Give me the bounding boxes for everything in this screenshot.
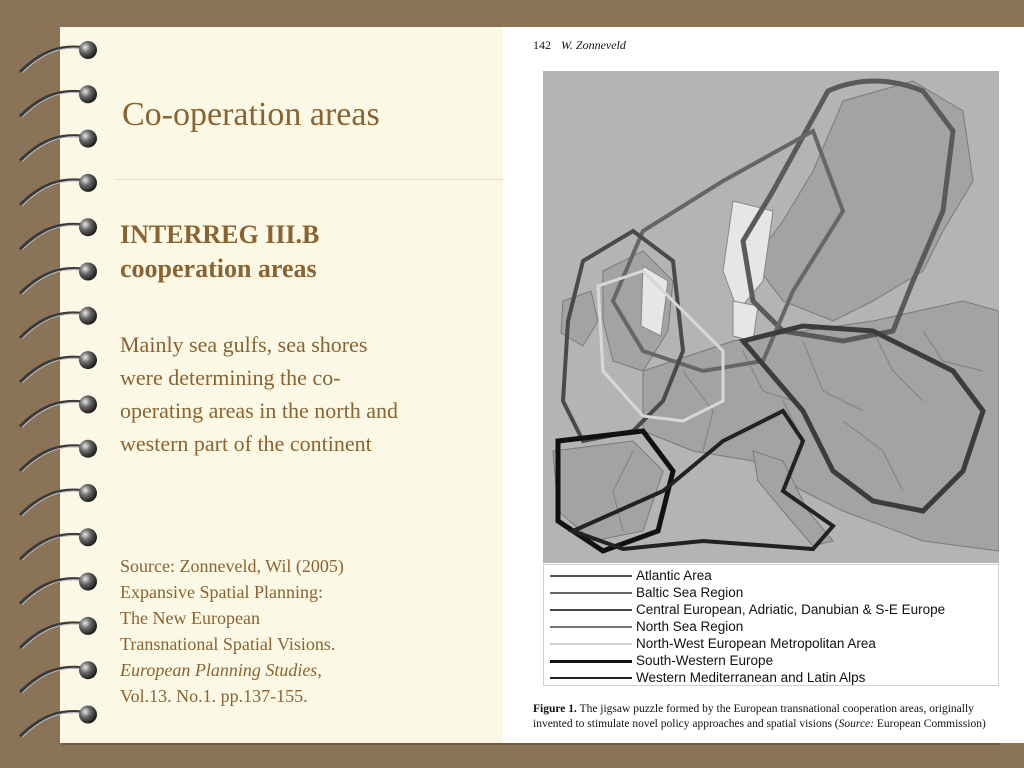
source-line: Expansive Spatial Planning:	[120, 582, 323, 603]
spiral-ring	[20, 263, 97, 295]
caption-text: The jigsaw puzzle formed by the European transnational cooperation areas, originally invented to stimulate novel policy approaches and spatial visions (	[533, 703, 974, 730]
source-line: Transnational Spatial Visions.	[120, 634, 336, 655]
spiral-ring	[20, 617, 97, 649]
spiral-ring	[20, 218, 97, 250]
body-line: were determining the co-	[120, 365, 341, 390]
body-line: western part of the continent	[120, 431, 372, 456]
spiral-ring	[20, 706, 97, 738]
legend-line-swatch	[550, 592, 632, 594]
legend-item	[544, 567, 1000, 584]
caption-figure-label: Figure 1.	[533, 703, 577, 715]
title-divider	[115, 179, 503, 180]
spiral-ring	[20, 528, 97, 560]
spiral-ring	[20, 484, 97, 516]
source-journal-line	[120, 657, 500, 683]
spiral-ring	[20, 573, 97, 605]
source-line: The New European	[120, 608, 260, 629]
slide-title: Co-operation areas	[122, 96, 380, 133]
spiral-ring	[20, 351, 97, 383]
legend-label: Baltic Sea Region	[636, 585, 744, 600]
legend-line-swatch	[550, 609, 632, 611]
legend-line-swatch	[550, 626, 632, 628]
figure-caption	[533, 702, 1015, 732]
legend-label: North-West European Metropolitan Area	[636, 636, 876, 651]
spiral-ring	[20, 307, 97, 339]
legend-label: North Sea Region	[636, 619, 744, 634]
legend-item	[544, 601, 1000, 618]
scanned-figure	[503, 27, 1024, 743]
subheading-line: INTERREG III.B	[120, 220, 320, 249]
legend-item	[544, 618, 1000, 635]
figure-page-header	[533, 38, 626, 53]
spiral-ring	[20, 395, 97, 427]
legend-line-swatch	[550, 660, 632, 663]
spiral-ring	[20, 130, 97, 162]
legend-item	[544, 584, 1000, 601]
figure-author: W. Zonneveld	[561, 38, 626, 52]
legend-line-swatch	[550, 677, 632, 679]
slide-body-text	[120, 328, 500, 460]
legend-label: Western Mediterranean and Latin Alps	[636, 670, 866, 685]
map-legend	[543, 564, 999, 686]
map-danish-straits	[733, 301, 758, 341]
notebook-spiral-binding	[0, 0, 110, 768]
source-line: Source: Zonneveld, Wil (2005)	[120, 556, 344, 576]
caption-source-text: European Commission)	[873, 717, 986, 730]
europe-cooperation-map	[543, 71, 999, 563]
legend-line-swatch	[550, 575, 632, 577]
slide-subheading	[120, 218, 500, 286]
legend-label: Central European, Adriatic, Danubian & S-E Europe	[636, 602, 946, 617]
spiral-ring	[20, 440, 97, 472]
legend-item	[544, 635, 1000, 652]
spiral-ring	[20, 174, 97, 206]
spiral-ring	[20, 85, 97, 117]
legend-line-swatch	[550, 643, 632, 645]
source-journal: European Planning Studies	[120, 660, 318, 681]
subheading-line: cooperation areas	[120, 253, 317, 283]
spiral-ring	[20, 41, 97, 73]
source-line: Vol.13. No.1. pp.137-155.	[120, 686, 308, 707]
caption-source-label: Source:	[838, 717, 874, 730]
body-line: operating areas in the north and	[120, 398, 398, 423]
legend-item	[544, 652, 1000, 669]
spiral-ring	[20, 661, 97, 693]
legend-label: South-Western Europe	[636, 653, 774, 668]
source-journal-suffix: ,	[317, 660, 322, 681]
body-line: Mainly sea gulfs, sea shores	[120, 332, 368, 357]
figure-page-number: 142	[533, 38, 551, 52]
legend-item	[544, 669, 1000, 686]
source-citation	[120, 553, 500, 710]
legend-label: Atlantic Area	[636, 568, 712, 583]
